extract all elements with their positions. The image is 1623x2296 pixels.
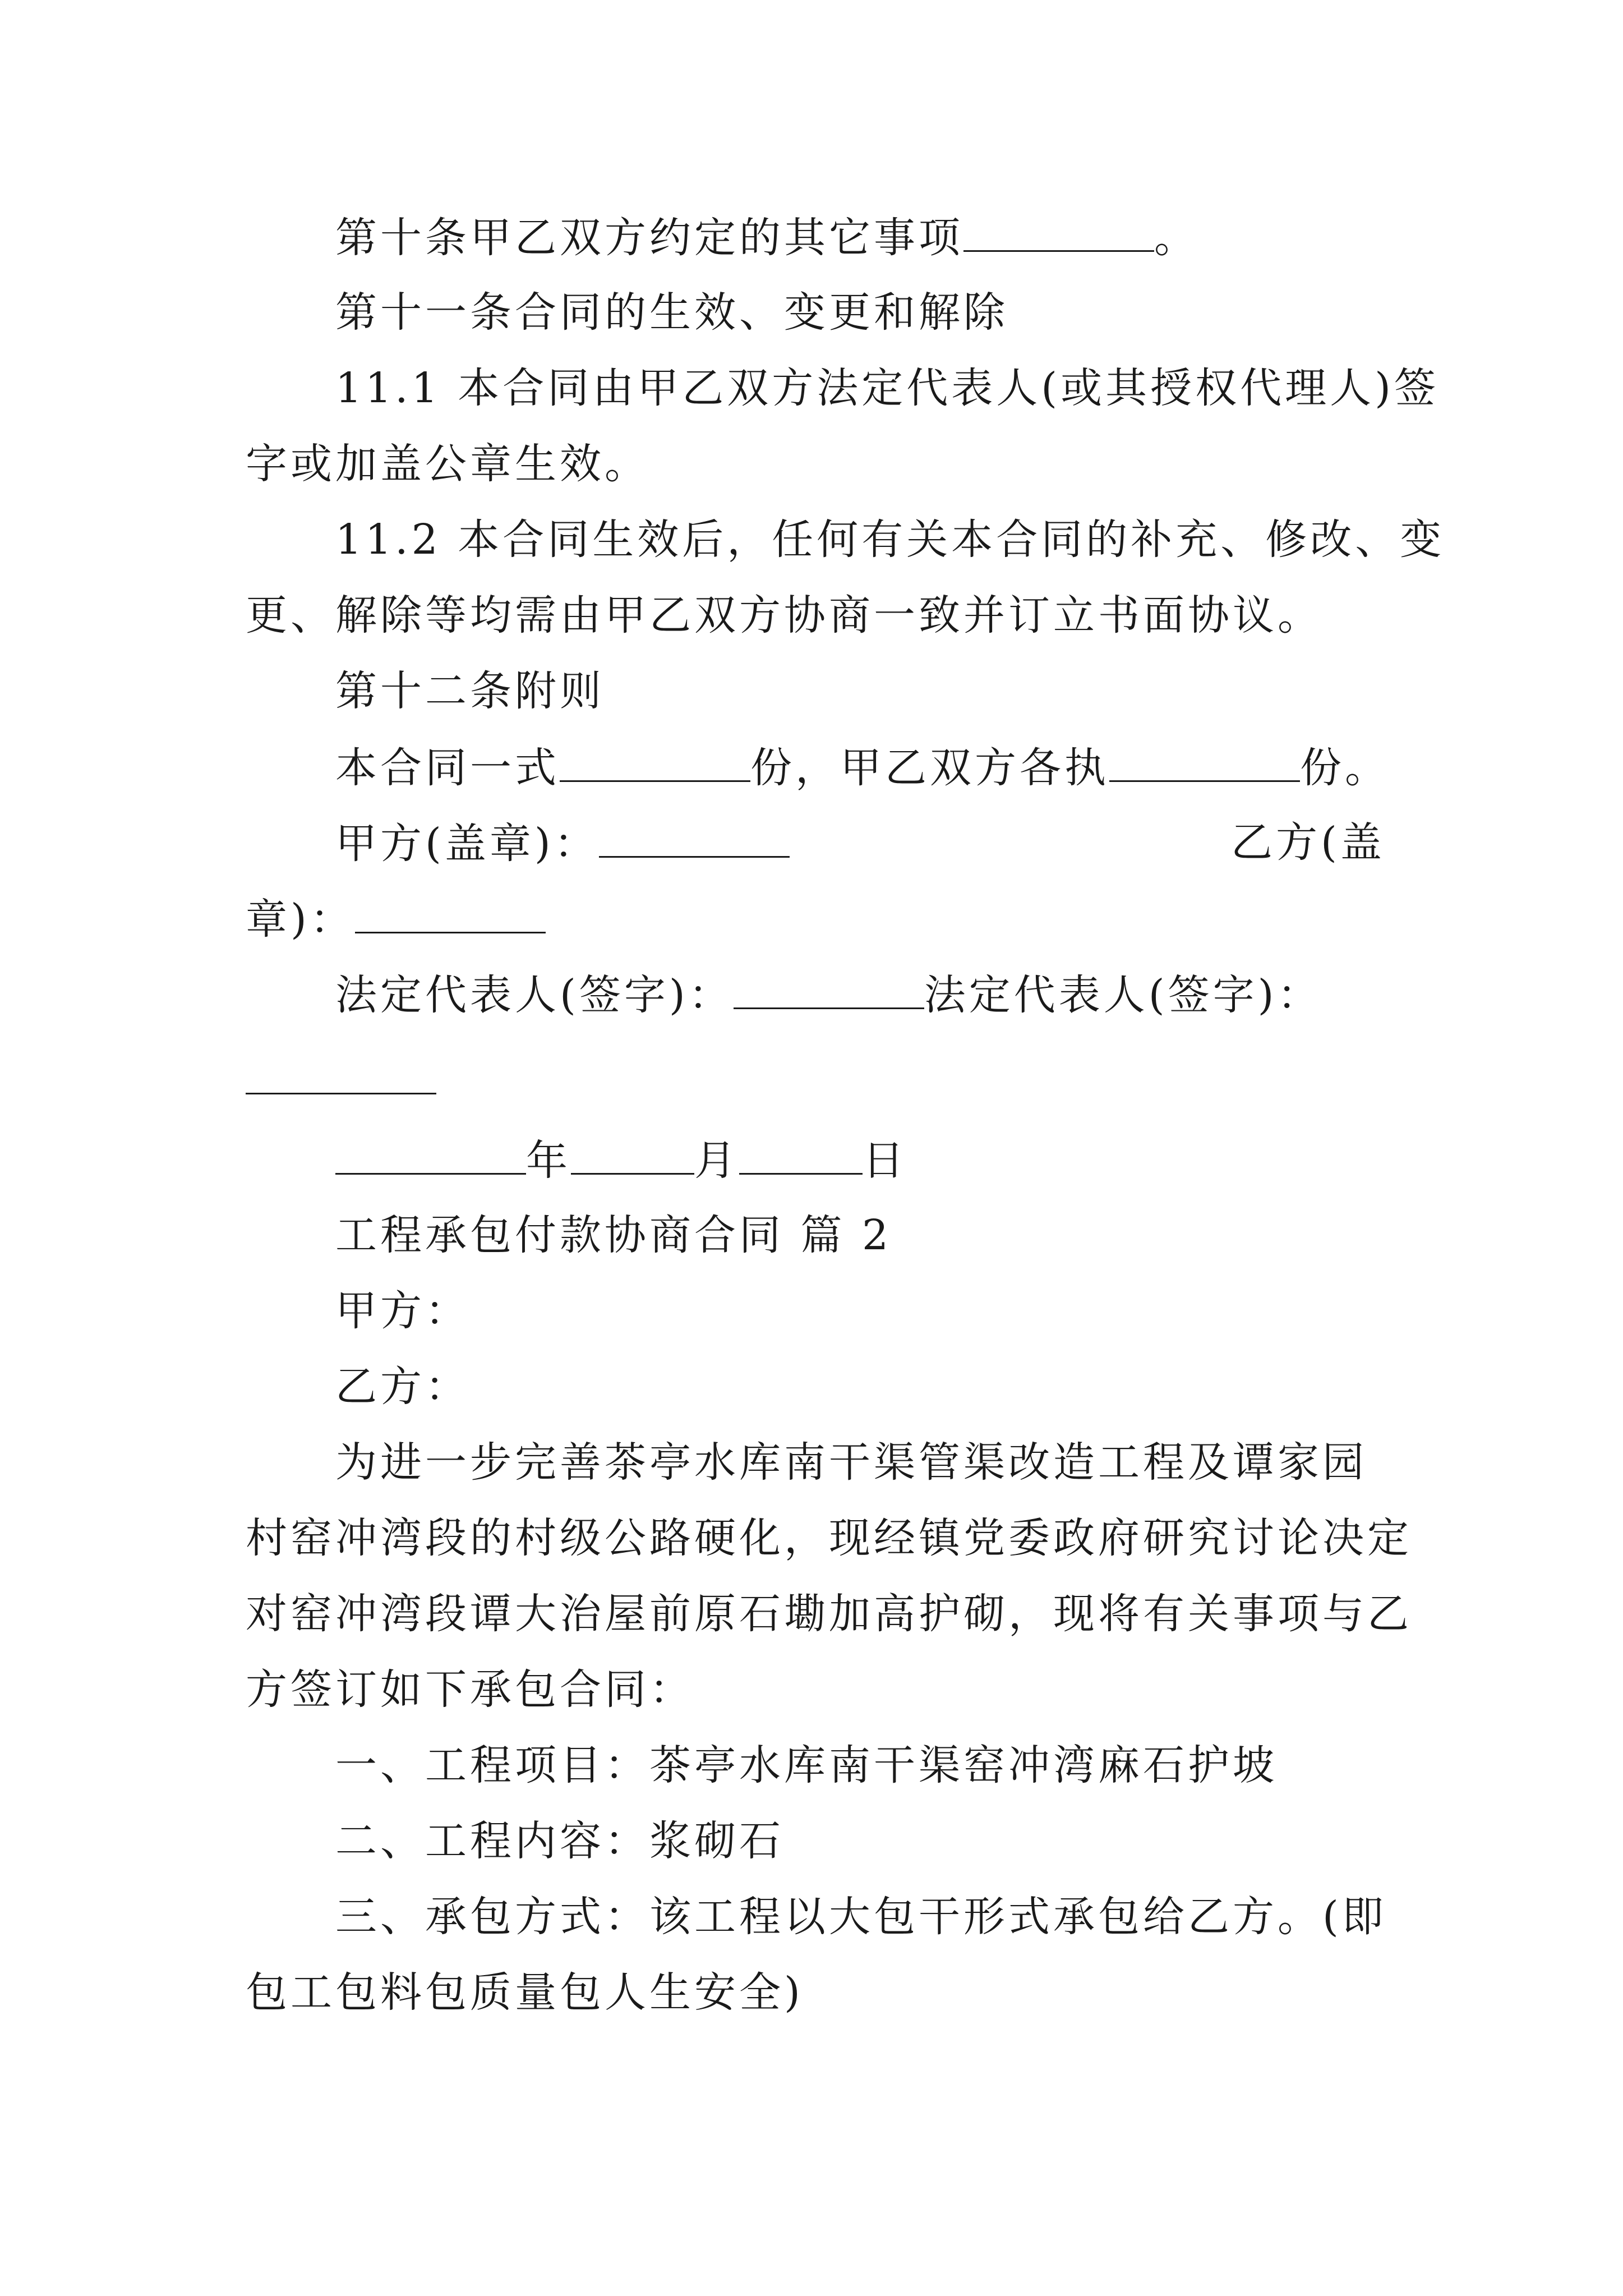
- fill-blank: [739, 1131, 863, 1175]
- intro-line4: 方签订如下承包合同：: [246, 1665, 694, 1714]
- clause-11-1-line2: 字或加盖公章生效。: [246, 440, 649, 488]
- item-3-line2: 包工包料包质量包人生安全): [246, 1968, 804, 2017]
- date-year: 年: [526, 1137, 571, 1185]
- intro-line2: 村窑冲湾段的村级公路硬化，现经镇党委政府研究讨论决定: [246, 1514, 1412, 1562]
- fill-blank: [963, 209, 1154, 252]
- rep-party-a-label: 法定代表人(签字)：: [335, 971, 734, 1019]
- date-month: 月: [694, 1137, 739, 1185]
- intro-line3: 对窑冲湾段谭大治屋前原石墈加高护砌，现将有关事项与乙: [246, 1590, 1412, 1638]
- clause-11-1-line1: 11.1 本合同由甲乙双方法定代表人(或其授权代理人)签: [335, 364, 1440, 412]
- clause-12-title: 第十二条附则: [335, 667, 605, 715]
- item-3-line1: 三、承包方式：该工程以大包干形式承包给乙方。(即: [335, 1893, 1387, 1941]
- fill-blank: [335, 1131, 526, 1175]
- item-2: 二、工程内容：浆砌石: [335, 1817, 784, 1865]
- fill-blank: [571, 1131, 694, 1175]
- seal-party-a-label: 甲方(盖章)：: [335, 820, 599, 868]
- clause-10-suffix: 。: [1154, 214, 1199, 262]
- rep-line: [335, 966, 1322, 1023]
- seal-party-b-label-cont: 章)：: [246, 895, 355, 944]
- copies-line: [335, 739, 1390, 796]
- seal-party-b-cont: [246, 890, 546, 947]
- section-2-title: 工程承包付款协商合同 篇 2: [335, 1211, 892, 1259]
- copies-part3: 份。: [1300, 744, 1390, 792]
- date-day: 日: [863, 1137, 907, 1185]
- seal-party-b-label: 乙方(盖: [1231, 818, 1385, 867]
- party-b-label: 乙方：: [335, 1363, 470, 1411]
- rep-party-b-label: 法定代表人(签字)：: [924, 971, 1322, 1019]
- clause-11-2-line2: 更、解除等均需由甲乙双方协商一致并订立书面协议。: [246, 591, 1322, 639]
- clause-11-2-line1: 11.2 本合同生效后，任何有关本合同的补充、修改、变: [335, 516, 1445, 564]
- seal-party-a: [335, 815, 790, 872]
- fill-blank: [599, 815, 790, 858]
- copies-part1: 本合同一式: [335, 744, 560, 792]
- party-a-label: 甲方：: [335, 1287, 470, 1335]
- clause-10-text: 第十条甲乙双方约定的其它事项: [335, 214, 963, 262]
- fill-blank: [734, 966, 924, 1009]
- item-1: 一、工程项目：茶亭水库南干渠窑冲湾麻石护坡: [335, 1741, 1278, 1789]
- fill-blank: [355, 890, 546, 933]
- intro-line1: 为进一步完善茶亭水库南干渠管渠改造工程及谭家园: [335, 1438, 1367, 1487]
- clause-10: [335, 209, 1199, 266]
- date-line: [335, 1131, 907, 1189]
- fill-blank: [1109, 739, 1300, 782]
- clause-11-title: 第十一条合同的生效、变更和解除: [335, 288, 1008, 337]
- fill-blank: [246, 1093, 436, 1094]
- fill-blank: [560, 739, 750, 782]
- copies-part2: 份，甲乙双方各执: [750, 744, 1109, 792]
